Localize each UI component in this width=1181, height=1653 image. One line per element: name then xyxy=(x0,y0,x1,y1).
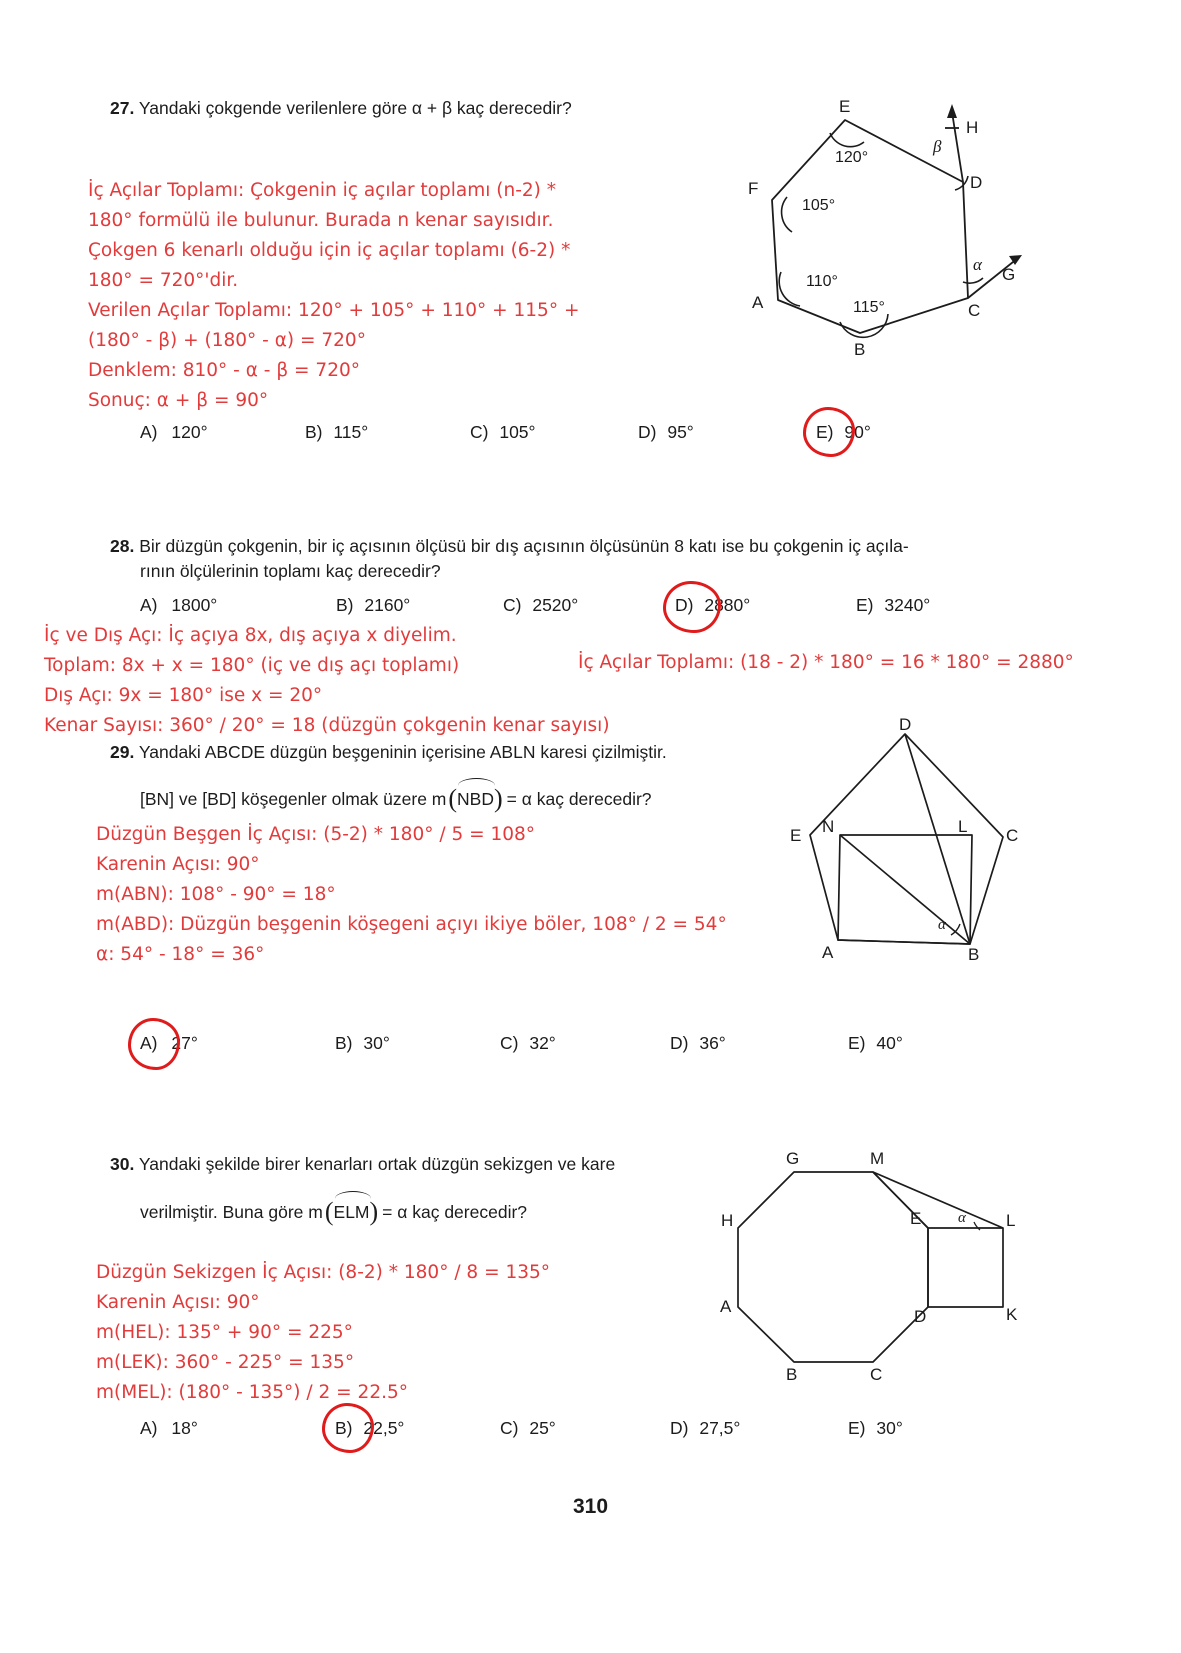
question-28-prompt-line1: Bir düzgün çokgenin, bir iç açısının ölçüsü bir dış açısının ölçüsünün 8 katı ise bu çokgenin iç açıla- xyxy=(139,536,909,556)
question-29-prompt-line2 xyxy=(140,778,840,816)
option-d[interactable] xyxy=(670,1033,848,1054)
option-value: 40° xyxy=(876,1033,903,1053)
question-29-number: 29. xyxy=(110,742,135,762)
option-c[interactable] xyxy=(500,1033,670,1054)
annotation-line: (180° - β) + (180° - α) = 720° xyxy=(88,329,366,351)
option-a[interactable] xyxy=(140,1418,335,1439)
option-value: 2520° xyxy=(532,595,579,615)
figure-label-G: G xyxy=(786,1149,800,1168)
question-28-prompt-line2-wrap xyxy=(140,559,1040,584)
question-28-annotation-left xyxy=(44,621,610,741)
option-label: B) xyxy=(335,1418,353,1438)
option-b[interactable] xyxy=(336,595,503,616)
figure-label-E: E xyxy=(910,1209,922,1228)
question-30-number: 30. xyxy=(110,1154,135,1174)
question-29-prompt-line2-a: [BN] ve [BD] köşegenler olmak üzere m xyxy=(140,789,447,809)
annotation-line: İç ve Dış Açı: İç açıya 8x, dış açıya x diyelim. xyxy=(44,625,457,646)
option-a[interactable] xyxy=(140,1033,335,1054)
question-27-figure xyxy=(730,90,1020,375)
option-a[interactable] xyxy=(140,422,305,443)
question-27-options xyxy=(140,422,980,443)
option-c[interactable] xyxy=(500,1418,670,1439)
figure-angle-105: 105° xyxy=(802,197,836,214)
figure-label-F: F xyxy=(748,179,759,198)
angle-notation-elm: ( ELM) xyxy=(325,1191,378,1229)
annotation-line: Karenin Açısı: 90° xyxy=(96,1291,260,1313)
figure-label-B: B xyxy=(786,1365,798,1384)
figure-label-A: A xyxy=(822,943,834,962)
option-label: E) xyxy=(856,595,874,615)
option-a[interactable] xyxy=(140,595,336,616)
annotation-line: 180° = 720°'dir. xyxy=(88,269,239,291)
option-b[interactable] xyxy=(335,1033,500,1054)
figure-label-H: H xyxy=(966,118,979,137)
figure-label-C: C xyxy=(870,1365,883,1384)
option-label: E) xyxy=(848,1033,866,1053)
option-value: 2880° xyxy=(704,595,751,615)
option-d[interactable] xyxy=(675,595,856,616)
figure-label-G: G xyxy=(1002,265,1016,284)
option-value: 1800° xyxy=(171,595,218,615)
annotation-line: Verilen Açılar Toplamı: 120° + 105° + 110° + 115° + xyxy=(88,299,580,321)
option-label: C) xyxy=(503,595,522,615)
angle-notation-letters: ELM xyxy=(333,1202,370,1222)
option-label: E) xyxy=(848,1418,866,1438)
question-28-annotation-right xyxy=(578,648,1074,678)
question-27-annotation xyxy=(88,176,579,416)
figure-label-L: L xyxy=(1006,1211,1016,1230)
question-29-figure xyxy=(790,715,1019,964)
annotation-line: m(ABD): Düzgün beşgenin köşegeni açıyı ikiye böler, 108° / 2 = 54° xyxy=(96,913,727,935)
option-value: 25° xyxy=(529,1418,556,1438)
question-30-prompt-line2-b: = α kaç derecedir? xyxy=(382,1202,528,1222)
option-e[interactable] xyxy=(848,1033,903,1054)
annotation-line: Kenar Sayısı: 360° / 20° = 18 (düzgün çokgenin kenar sayısı) xyxy=(44,714,610,736)
option-d[interactable] xyxy=(638,422,816,443)
question-29-options xyxy=(140,1033,980,1054)
figure-angle-120: 120° xyxy=(835,149,869,166)
question-27-prompt-text: Yandaki çokgende verilenlere göre α + β kaç derecedir? xyxy=(138,98,572,118)
option-value: 95° xyxy=(667,422,694,442)
annotation-line: Sonuç: α + β = 90° xyxy=(88,389,269,411)
question-29-prompt-line1: Yandaki ABCDE düzgün beşgeninin içerisine ABLN karesi çizilmiştir. xyxy=(138,742,667,762)
option-label: E) xyxy=(816,422,834,442)
option-label: A) xyxy=(140,1033,158,1053)
annotation-line: m(LEK): 360° - 225° = 135° xyxy=(96,1351,355,1373)
figure-label-B: B xyxy=(968,945,980,964)
figure-label-B: B xyxy=(854,340,866,359)
question-30-prompt-line2-a: verilmiştir. Buna göre m xyxy=(140,1202,323,1222)
figure-label-alpha: α xyxy=(958,1210,966,1226)
question-28-options xyxy=(140,595,990,616)
option-value: 30° xyxy=(363,1033,390,1053)
angle-notation-letters: NBD xyxy=(457,789,494,809)
figure-label-L: L xyxy=(958,817,968,836)
figure-label-alpha: α xyxy=(973,255,982,274)
option-label: A) xyxy=(140,1418,158,1438)
option-d[interactable] xyxy=(670,1418,848,1439)
annotation-line: Toplam: 8x + x = 180° (iç ve dış açı toplamı) xyxy=(44,654,460,676)
option-label: A) xyxy=(140,595,158,615)
option-c[interactable] xyxy=(503,595,675,616)
annotation-line: m(MEL): (180° - 135°) / 2 = 22.5° xyxy=(96,1381,408,1403)
question-27-number: 27. xyxy=(110,98,135,118)
figure-label-K: K xyxy=(1006,1305,1018,1324)
annotation-line: α: 54° - 18° = 36° xyxy=(96,943,265,965)
option-label: A) xyxy=(140,422,158,442)
option-label: D) xyxy=(670,1033,689,1053)
option-value: 36° xyxy=(699,1033,726,1053)
figure-label-D: D xyxy=(914,1307,927,1326)
annotation-line: Karenin Açısı: 90° xyxy=(96,853,260,875)
question-30-prompt-line1: Yandaki şekilde birer kenarları ortak düzgün sekizgen ve kare xyxy=(138,1154,616,1174)
option-label: D) xyxy=(638,422,657,442)
option-value: 3240° xyxy=(884,595,931,615)
option-e[interactable] xyxy=(816,422,871,443)
question-28-prompt-line2: rının ölçülerinin toplamı kaç derecedir? xyxy=(140,561,441,581)
figure-label-C: C xyxy=(1006,826,1019,845)
option-value: 22,5° xyxy=(363,1418,405,1438)
question-29-prompt-line2-b: = α kaç derecedir? xyxy=(506,789,652,809)
figure-label-beta: β xyxy=(933,137,942,156)
annotation-line: m(HEL): 135° + 90° = 225° xyxy=(96,1321,353,1343)
option-b[interactable] xyxy=(335,1418,500,1439)
figure-angle-115: 115° xyxy=(853,299,885,316)
angle-notation-nbd: ( NBD) xyxy=(448,778,502,816)
question-30-prompt xyxy=(110,1152,720,1177)
figure-label-E: E xyxy=(790,826,802,845)
figure-label-A: A xyxy=(752,293,764,312)
option-value: 120° xyxy=(171,422,208,442)
option-e[interactable] xyxy=(848,1418,903,1439)
annotation-line: m(ABN): 108° - 90° = 18° xyxy=(96,883,336,905)
option-value: 105° xyxy=(499,422,536,442)
option-label: D) xyxy=(675,595,694,615)
figure-label-N: N xyxy=(822,817,835,836)
figure-label-D: D xyxy=(899,715,912,734)
option-label: D) xyxy=(670,1418,689,1438)
question-30-figure xyxy=(718,1140,1018,1384)
annotation-line: 180° formülü ile bulunur. Burada n kenar sayısıdır. xyxy=(88,209,554,231)
option-value: 90° xyxy=(844,422,871,442)
question-30-prompt-line2 xyxy=(140,1191,780,1229)
option-value: 27,5° xyxy=(699,1418,741,1438)
annotation-line: Düzgün Beşgen İç Açısı: (5-2) * 180° / 5 = 108° xyxy=(96,824,536,845)
figure-label-C: C xyxy=(968,301,981,320)
figure-angle-110: 110° xyxy=(806,273,838,290)
option-label: C) xyxy=(500,1418,519,1438)
option-label: B) xyxy=(336,595,354,615)
annotation-line: Denklem: 810° - α - β = 720° xyxy=(88,359,360,381)
question-28-prompt xyxy=(110,534,1070,559)
option-label: B) xyxy=(335,1033,353,1053)
option-value: 30° xyxy=(876,1418,903,1438)
figure-label-alpha: α xyxy=(938,917,946,933)
figure-label-H: H xyxy=(721,1211,734,1230)
option-label: C) xyxy=(470,422,489,442)
question-30-annotation xyxy=(96,1258,550,1408)
annotation-line: Dış Açı: 9x = 180° ise x = 20° xyxy=(44,684,323,706)
option-c[interactable] xyxy=(470,422,638,443)
option-value: 18° xyxy=(171,1418,198,1438)
question-29-prompt xyxy=(110,740,790,765)
option-value: 32° xyxy=(529,1033,556,1053)
question-28-number: 28. xyxy=(110,536,135,556)
annotation-line: Çokgen 6 kenarlı olduğu için iç açılar toplamı (6-2) * xyxy=(88,239,571,261)
question-29-annotation xyxy=(96,820,727,970)
option-value: 115° xyxy=(333,422,369,442)
annotation-line: İç Açılar Toplamı: Çokgenin iç açılar toplamı (n-2) * xyxy=(88,180,557,201)
option-b[interactable] xyxy=(305,422,470,443)
figure-label-M: M xyxy=(870,1149,885,1168)
option-label: C) xyxy=(500,1033,519,1053)
option-e[interactable] xyxy=(856,595,930,616)
option-value: 2160° xyxy=(364,595,411,615)
option-label: B) xyxy=(305,422,323,442)
figure-label-A: A xyxy=(720,1297,732,1316)
page-number: 310 xyxy=(572,1495,609,1518)
option-value: 27° xyxy=(171,1033,198,1053)
question-27-prompt xyxy=(110,96,730,121)
figure-label-D: D xyxy=(970,173,983,192)
annotation-line: İç Açılar Toplamı: (18 - 2) * 180° = 16 * 180° = 2880° xyxy=(578,652,1074,673)
figure-label-E: E xyxy=(839,97,851,116)
question-30-options xyxy=(140,1418,980,1439)
annotation-line: Düzgün Sekizgen İç Açısı: (8-2) * 180° / 8 = 135° xyxy=(96,1262,551,1283)
